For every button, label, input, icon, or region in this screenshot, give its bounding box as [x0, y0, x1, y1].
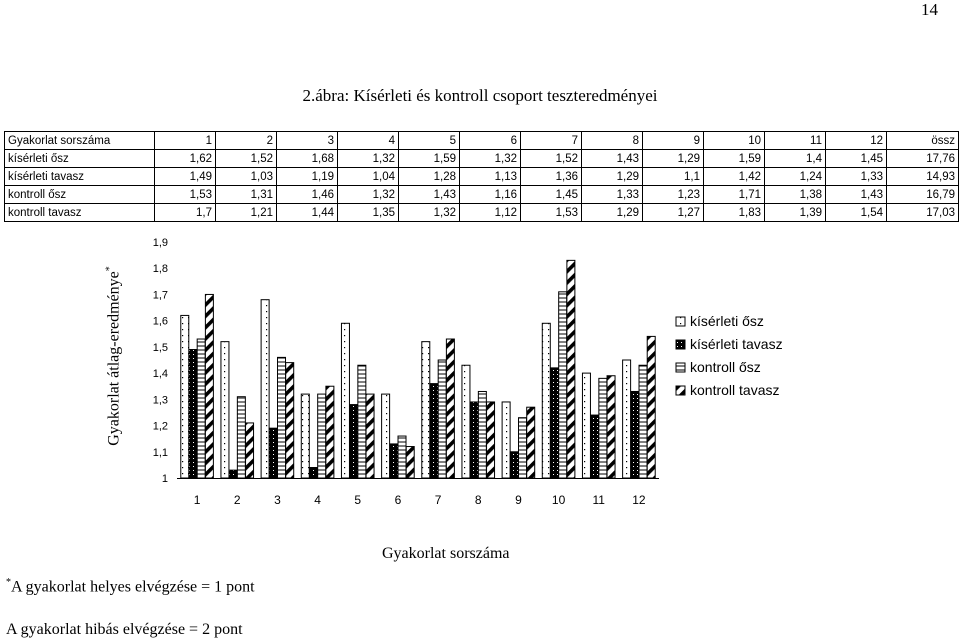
table-row-label: Gyakorlat sorszáma	[5, 132, 155, 150]
table-cell: 1,16	[460, 186, 521, 204]
bar	[229, 470, 237, 478]
bar	[550, 368, 558, 478]
bar	[390, 444, 398, 478]
bar	[197, 339, 205, 478]
table-cell: 1,32	[460, 150, 521, 168]
table-cell: 1,83	[704, 204, 765, 222]
table-cell: 1,27	[643, 204, 704, 222]
bar	[639, 365, 647, 478]
table-cell: 12	[826, 132, 887, 150]
table-cell: 1,59	[399, 150, 460, 168]
x-tick-label: 11	[592, 493, 605, 507]
legend-label: kísérleti ősz	[690, 313, 764, 329]
table-row-label: kontroll tavasz	[5, 204, 155, 222]
x-tick-label: 3	[274, 493, 281, 507]
y-tick-label: 1,6	[152, 315, 168, 328]
page-number: 14	[921, 0, 938, 19]
bar	[246, 423, 254, 478]
figure-title: 2.ábra: Kísérleti és kontroll csoport teszteredményei	[302, 86, 658, 105]
table-cell: 1,24	[765, 168, 826, 186]
bar	[350, 405, 358, 478]
bar	[326, 386, 334, 478]
legend-swatch	[676, 340, 685, 349]
table-cell: 17,76	[887, 150, 959, 168]
x-axis-title: Gyakorlat sorszáma	[382, 545, 510, 562]
table-cell: 1,49	[155, 168, 216, 186]
table-cell: 1,1	[643, 168, 704, 186]
footnote-1	[6, 577, 255, 596]
table-cell: 7	[521, 132, 582, 150]
table-cell: 1,39	[765, 204, 826, 222]
y-tick-label: 1,9	[152, 237, 168, 249]
table-cell: 1,43	[399, 186, 460, 204]
table-cell: 1,42	[704, 168, 765, 186]
bar	[567, 260, 575, 478]
y-tick-label: 1,7	[152, 289, 168, 302]
bar	[591, 415, 599, 478]
table-cell: 1,46	[277, 186, 338, 204]
bar	[301, 394, 309, 478]
table-cell: 1,03	[216, 168, 277, 186]
table-cell: 1,7	[155, 204, 216, 222]
table-cell: 1,38	[765, 186, 826, 204]
table-cell: 1,4	[765, 150, 826, 168]
table-row-label: kontroll ősz	[5, 186, 155, 204]
bar	[446, 339, 454, 478]
table-cell: 1,36	[521, 168, 582, 186]
bar	[358, 365, 366, 478]
bar	[487, 402, 495, 478]
table-row	[5, 168, 959, 186]
bar	[341, 323, 349, 478]
table-cell: 1,29	[582, 204, 643, 222]
legend-swatch	[676, 317, 685, 326]
table-cell: 1,21	[216, 204, 277, 222]
bar	[582, 373, 590, 478]
y-tick-label: 1,5	[152, 341, 168, 354]
table-cell: 1,33	[582, 186, 643, 204]
bar	[406, 447, 414, 478]
table-cell: 1,33	[826, 168, 887, 186]
bar	[470, 402, 478, 478]
legend-label: kontroll ősz	[690, 359, 761, 375]
bar	[286, 363, 294, 478]
x-tick-label: 4	[314, 493, 321, 507]
x-tick-label: 5	[354, 493, 362, 507]
bar-chart-svg	[0, 225, 960, 525]
x-tick-label: 6	[394, 493, 402, 507]
bar	[623, 360, 631, 478]
table-cell: 1,71	[704, 186, 765, 204]
table-cell: 1,32	[338, 186, 399, 204]
table-cell: 1,53	[155, 186, 216, 204]
x-tick-label: 2	[233, 493, 241, 507]
legend-label: kísérleti tavasz	[690, 336, 783, 352]
table-cell: 3	[277, 132, 338, 150]
bar	[519, 418, 527, 478]
bar	[398, 436, 406, 478]
table-row	[5, 186, 959, 204]
table-cell: 1,31	[216, 186, 277, 204]
table-row-label: kísérleti tavasz	[5, 168, 155, 186]
x-tick-label: 10	[551, 493, 566, 507]
y-tick-label: 1,1	[152, 446, 168, 459]
bar	[278, 357, 286, 478]
bar	[181, 315, 189, 478]
table-cell: 14,93	[887, 168, 959, 186]
bar	[430, 384, 438, 478]
bar	[502, 402, 510, 478]
table-cell: 1,45	[826, 150, 887, 168]
y-axis-title	[104, 266, 123, 446]
y-axis-title-mark: *	[104, 266, 116, 272]
table-cell: 1	[155, 132, 216, 150]
table-cell: 5	[399, 132, 460, 150]
y-axis-title-text: Gyakorlat átlag-eredménye	[105, 271, 123, 446]
bar	[261, 300, 269, 478]
table-cell: 1,35	[338, 204, 399, 222]
x-tick-label: 1	[193, 493, 201, 507]
bar	[318, 394, 326, 478]
table-header-row	[5, 132, 959, 150]
table-cell: 9	[643, 132, 704, 150]
table-cell: 1,29	[643, 150, 704, 168]
legend-label: kontroll tavasz	[690, 382, 780, 398]
table-cell: 11	[765, 132, 826, 150]
footnote-2: A gyakorlat hibás elvégzése = 2 pont	[6, 621, 243, 638]
footnote-marker: *	[6, 577, 11, 588]
table-cell: 2	[216, 132, 277, 150]
table-cell: 1,32	[338, 150, 399, 168]
table-cell: 10	[704, 132, 765, 150]
table-cell: 1,19	[277, 168, 338, 186]
table-cell: 1,12	[460, 204, 521, 222]
y-tick-label: 1,2	[152, 420, 168, 433]
bar	[309, 468, 317, 478]
table-row	[5, 204, 959, 222]
table-cell: 1,59	[704, 150, 765, 168]
table-cell: 1,32	[399, 204, 460, 222]
table-cell: 1,62	[155, 150, 216, 168]
table-cell: 1,04	[338, 168, 399, 186]
bar	[527, 407, 535, 478]
bar	[478, 391, 486, 478]
table-cell: 1,29	[582, 168, 643, 186]
bar	[189, 350, 197, 478]
table-cell: össz	[887, 132, 959, 150]
bar	[237, 397, 245, 478]
y-tick-label: 1	[161, 473, 168, 485]
table-cell: 8	[582, 132, 643, 150]
x-tick-label: 12	[632, 493, 646, 507]
table-cell: 4	[338, 132, 399, 150]
table-cell: 1,28	[399, 168, 460, 186]
bar	[366, 394, 374, 478]
bar	[599, 378, 607, 478]
table-cell: 1,52	[216, 150, 277, 168]
bar	[205, 294, 213, 478]
bar	[510, 452, 518, 478]
legend-swatch	[676, 386, 685, 395]
table-cell: 1,53	[521, 204, 582, 222]
bar	[647, 336, 655, 478]
table-cell: 1,54	[826, 204, 887, 222]
footnote-1-text: A gyakorlat helyes elvégzése = 1 pont	[11, 578, 255, 596]
table-cell: 1,43	[582, 150, 643, 168]
bar	[542, 323, 550, 478]
bar	[607, 376, 615, 478]
table-row	[5, 150, 959, 168]
chart	[0, 225, 960, 525]
table-cell: 1,13	[460, 168, 521, 186]
bar	[559, 292, 567, 478]
bar	[462, 365, 470, 478]
y-tick-label: 1,4	[152, 368, 168, 381]
table-cell: 17,03	[887, 204, 959, 222]
table-row-label: kísérleti ősz	[5, 150, 155, 168]
data-table	[4, 131, 959, 222]
table-cell: 6	[460, 132, 521, 150]
table-cell: 1,52	[521, 150, 582, 168]
table-cell: 1,23	[643, 186, 704, 204]
x-tick-label: 9	[515, 493, 522, 507]
y-tick-label: 1,8	[152, 263, 168, 276]
table-cell: 1,68	[277, 150, 338, 168]
table-cell: 16,79	[887, 186, 959, 204]
y-tick-label: 1,3	[152, 394, 168, 407]
table-cell: 1,43	[826, 186, 887, 204]
bar	[221, 342, 229, 478]
legend-swatch	[676, 363, 685, 372]
x-tick-label: 7	[434, 493, 442, 507]
table-cell: 1,45	[521, 186, 582, 204]
table-cell: 1,44	[277, 204, 338, 222]
bar	[631, 391, 639, 478]
bar	[422, 342, 430, 478]
x-tick-label: 8	[474, 493, 482, 507]
bar	[438, 360, 446, 478]
bar	[382, 394, 390, 478]
bar	[269, 428, 277, 478]
